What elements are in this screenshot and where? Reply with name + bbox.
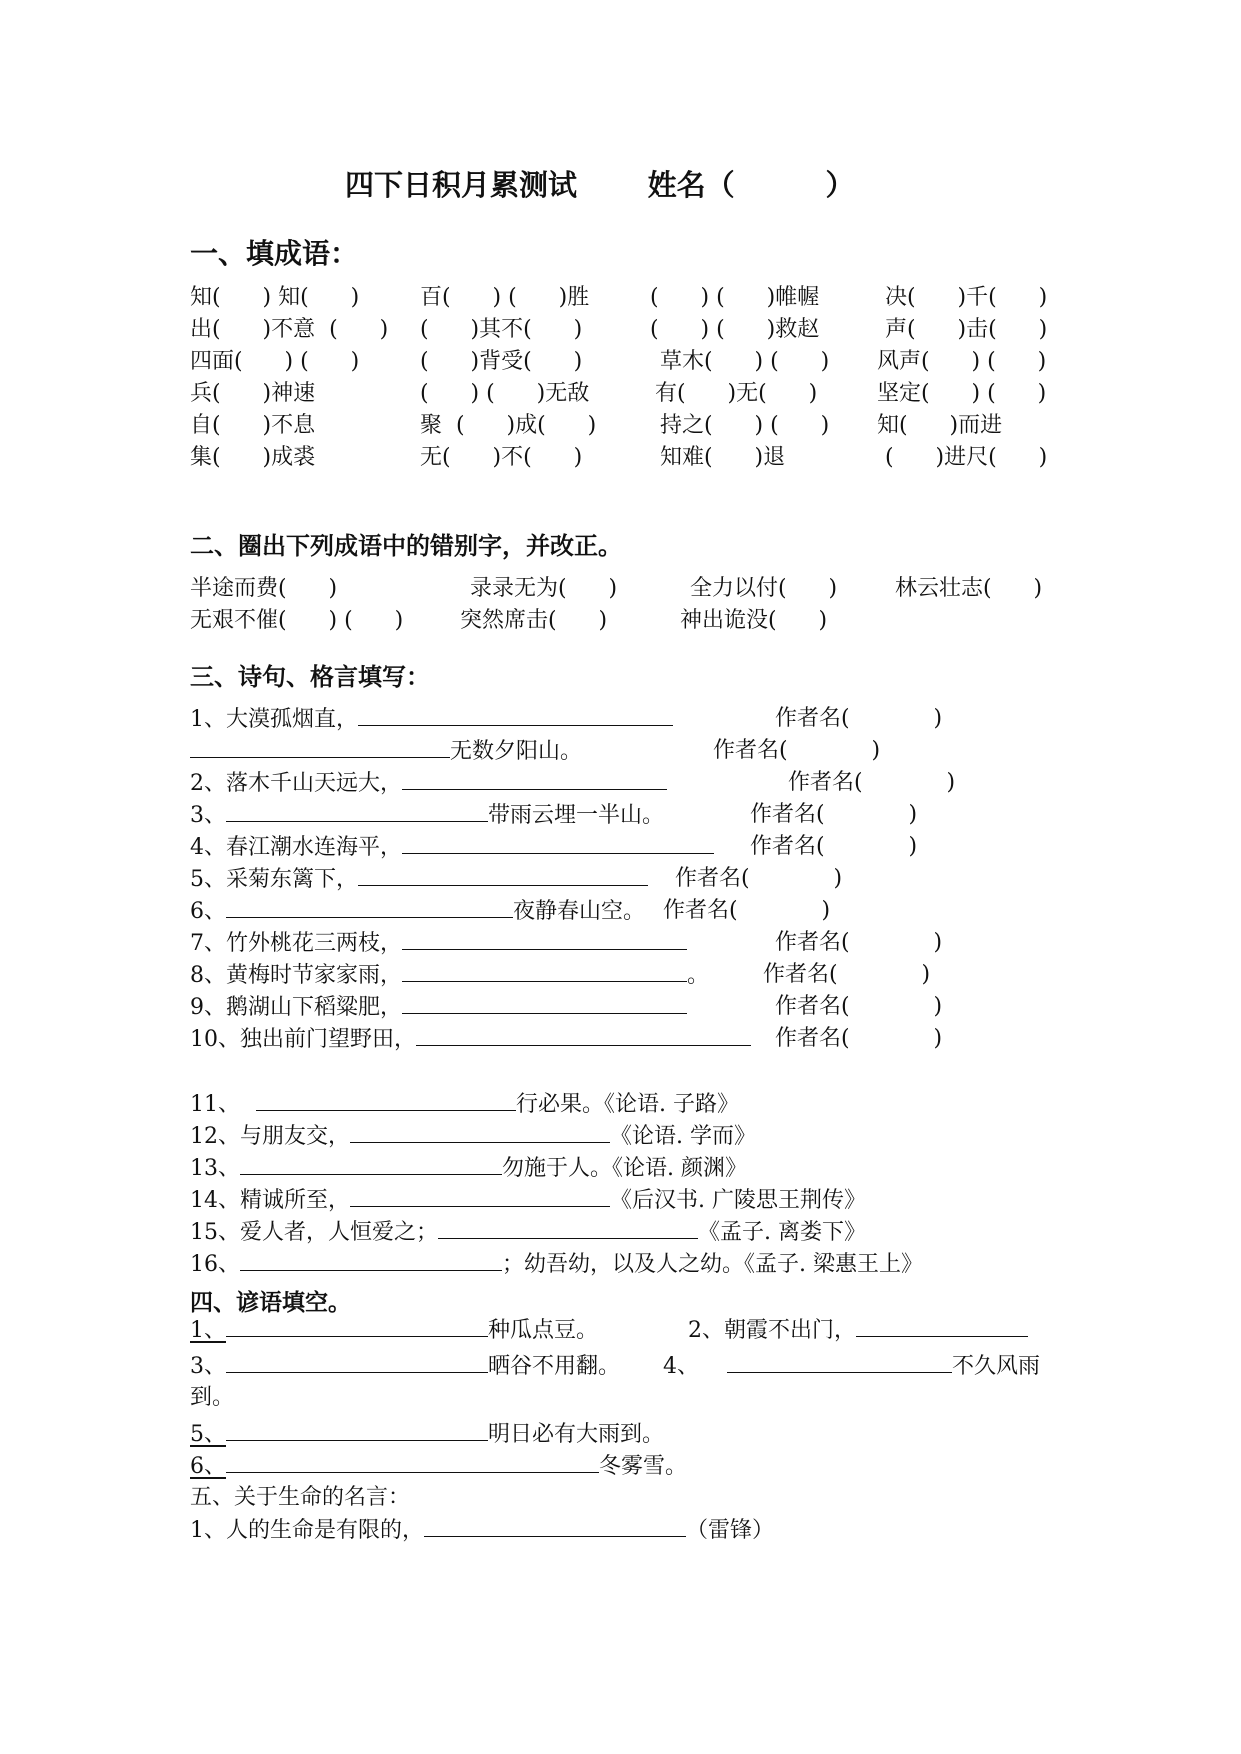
section-4-heading: 四、谚语填空。 bbox=[190, 1290, 351, 1316]
typo-item[interactable]: 全力以付( ) bbox=[690, 576, 838, 601]
answer-blank[interactable] bbox=[416, 1025, 751, 1046]
idiom-cell[interactable]: ( )其不( ) bbox=[420, 317, 583, 342]
typo-item[interactable]: 神出诡没( ) bbox=[680, 608, 828, 633]
proverb-line-5: 5、 明日必有大雨到。 bbox=[190, 1422, 665, 1447]
answer-blank[interactable] bbox=[226, 1352, 488, 1373]
section-1-heading: 一、填成语： bbox=[190, 237, 359, 270]
answer-blank[interactable] bbox=[402, 833, 714, 854]
idiom-cell[interactable]: 草木( ) ( ) bbox=[660, 349, 830, 374]
answer-blank[interactable] bbox=[402, 769, 667, 790]
idiom-cell[interactable]: 坚定( ) ( ) bbox=[877, 381, 1047, 406]
idiom-cell[interactable]: 聚 ( )成( ) bbox=[420, 413, 597, 438]
section-5-heading: 五、关于生命的名言： bbox=[190, 1485, 411, 1510]
answer-blank[interactable] bbox=[402, 993, 687, 1014]
idiom-cell[interactable]: ( ) ( )救赵 bbox=[650, 317, 820, 342]
poem-line-4: 4、春江潮水连海平， bbox=[190, 833, 714, 862]
typo-item[interactable]: 突然席击( ) bbox=[460, 608, 608, 633]
answer-blank[interactable] bbox=[438, 1218, 698, 1239]
idiom-cell[interactable]: 自( )不息 bbox=[190, 413, 316, 438]
poem-line-9: 9、鹅湖山下稻粱肥， bbox=[190, 993, 687, 1022]
poem-line-6: 6、 夜静春山空。 bbox=[190, 899, 646, 924]
idiom-cell[interactable]: ( )进尺( ) bbox=[885, 445, 1048, 470]
idiom-cell[interactable]: 知( ) 知( ) bbox=[190, 285, 360, 310]
idiom-cell[interactable]: ( ) ( )无敌 bbox=[420, 381, 590, 406]
saying-line-15: 15、爱人者，人恒爱之； 《孟子. 离娄下》 bbox=[190, 1220, 866, 1245]
answer-blank[interactable] bbox=[727, 1352, 952, 1373]
answer-blank[interactable] bbox=[424, 1516, 686, 1537]
answer-blank[interactable] bbox=[240, 1250, 502, 1271]
proverb-line-6: 6、 冬雾雪。 bbox=[190, 1454, 688, 1479]
idiom-cell[interactable]: 知( )而进 bbox=[877, 413, 1003, 438]
answer-blank[interactable] bbox=[402, 961, 687, 982]
answer-blank[interactable] bbox=[256, 1090, 516, 1111]
proverb-line-4: 4、 不久风雨 bbox=[663, 1354, 1041, 1379]
answer-blank[interactable] bbox=[350, 1186, 610, 1207]
author-field[interactable]: 作者名( ) bbox=[775, 706, 943, 731]
answer-blank[interactable] bbox=[856, 1316, 1028, 1337]
answer-blank[interactable] bbox=[350, 1122, 610, 1143]
idiom-cell[interactable]: 兵( )神速 bbox=[190, 381, 316, 406]
typo-item[interactable]: 无艰不催( ) ( ) bbox=[190, 608, 404, 633]
answer-blank[interactable] bbox=[226, 801, 488, 822]
idiom-cell[interactable]: 无( )不( ) bbox=[420, 445, 583, 470]
saying-line-16: 16、 ；幼吾幼，以及人之幼。《孟子. 梁惠王上》 bbox=[190, 1252, 923, 1277]
author-field[interactable]: 作者名( ) bbox=[788, 770, 956, 795]
answer-blank[interactable] bbox=[358, 705, 673, 726]
answer-blank[interactable] bbox=[226, 897, 513, 918]
poem-line-7: 7、竹外桃花三两枝， bbox=[190, 929, 687, 958]
proverb-line-3: 3、 晒谷不用翻。 bbox=[190, 1354, 621, 1379]
proverb-line-4-wrap: 到。 bbox=[190, 1385, 235, 1410]
answer-blank[interactable] bbox=[226, 1420, 488, 1441]
author-field[interactable]: 作者名( ) bbox=[713, 738, 881, 763]
idiom-cell[interactable]: 有( )无( ) bbox=[655, 381, 818, 406]
idiom-cell[interactable]: 知难( )退 bbox=[660, 445, 786, 470]
poem-line-1b: 无数夕阳山。 bbox=[190, 737, 582, 766]
answer-blank[interactable] bbox=[226, 1452, 599, 1473]
author-field[interactable]: 作者名( ) bbox=[775, 930, 943, 955]
section-2-heading: 二、圈出下列成语中的错别字，并改正。 bbox=[190, 532, 622, 560]
author-field[interactable]: 作者名( ) bbox=[750, 802, 918, 827]
author-field[interactable]: 作者名( ) bbox=[750, 834, 918, 859]
idiom-cell[interactable]: 出( )不意 ( ) bbox=[190, 317, 389, 342]
poem-line-8: 8、黄梅时节家家雨， 。 bbox=[190, 963, 710, 988]
typo-item[interactable]: 半途而费( ) bbox=[190, 576, 338, 601]
idiom-cell[interactable]: 百( ) ( )胜 bbox=[420, 285, 590, 310]
idiom-cell[interactable]: 风声( ) ( ) bbox=[877, 349, 1047, 374]
saying-line-14: 14、精诚所至， 《后汉书. 广陵思王荆传》 bbox=[190, 1188, 866, 1213]
idiom-cell[interactable]: 声( )击( ) bbox=[885, 317, 1048, 342]
answer-blank[interactable] bbox=[358, 865, 648, 886]
author-field[interactable]: 作者名( ) bbox=[675, 866, 843, 891]
answer-blank[interactable] bbox=[226, 1316, 488, 1337]
poem-line-10: 10、独出前门望野田， bbox=[190, 1025, 751, 1054]
answer-blank[interactable] bbox=[190, 737, 450, 758]
typo-item[interactable]: 林云壮志( ) bbox=[895, 576, 1043, 601]
author-field[interactable]: 作者名( ) bbox=[775, 1026, 943, 1051]
idiom-cell[interactable]: 持之( ) ( ) bbox=[660, 413, 830, 438]
idiom-cell[interactable]: 四面( ) ( ) bbox=[190, 349, 360, 374]
saying-line-12: 12、与朋友交， 《论语. 学而》 bbox=[190, 1124, 756, 1149]
poem-line-2: 2、落木千山天远大， bbox=[190, 769, 667, 798]
typo-item[interactable]: 录录无为( ) bbox=[470, 576, 618, 601]
proverb-line-2: 2、朝霞不出门， bbox=[688, 1316, 1028, 1345]
idiom-cell[interactable]: 决( )千( ) bbox=[885, 285, 1048, 310]
saying-line-13: 13、 勿施于人。《论语. 颜渊》 bbox=[190, 1156, 747, 1181]
author-field[interactable]: 作者名( ) bbox=[763, 962, 931, 987]
idiom-cell[interactable]: ( ) ( )帷幄 bbox=[650, 285, 820, 310]
idiom-cell[interactable]: ( )背受( ) bbox=[420, 349, 583, 374]
quote-line-1: 1、人的生命是有限的， （雷锋） bbox=[190, 1518, 775, 1543]
idiom-cell[interactable]: 集( )成裘 bbox=[190, 445, 316, 470]
poem-line-3: 3、 带雨云埋一半山。 bbox=[190, 803, 665, 828]
answer-blank[interactable] bbox=[402, 929, 687, 950]
author-field[interactable]: 作者名( ) bbox=[663, 898, 831, 923]
answer-blank[interactable] bbox=[240, 1154, 502, 1175]
poem-line-1: 1、大漠孤烟直， bbox=[190, 705, 673, 734]
section-3-heading: 三、诗句、格言填写： bbox=[190, 663, 430, 691]
author-field[interactable]: 作者名( ) bbox=[775, 994, 943, 1019]
page-title: 四下日积月累测试 姓名（ ） bbox=[345, 168, 855, 202]
saying-line-11: 11、 行必果。《论语. 子路》 bbox=[190, 1092, 739, 1117]
poem-line-5: 5、采菊东篱下， bbox=[190, 865, 648, 894]
proverb-line-1: 1、 种瓜点豆。 bbox=[190, 1318, 599, 1343]
